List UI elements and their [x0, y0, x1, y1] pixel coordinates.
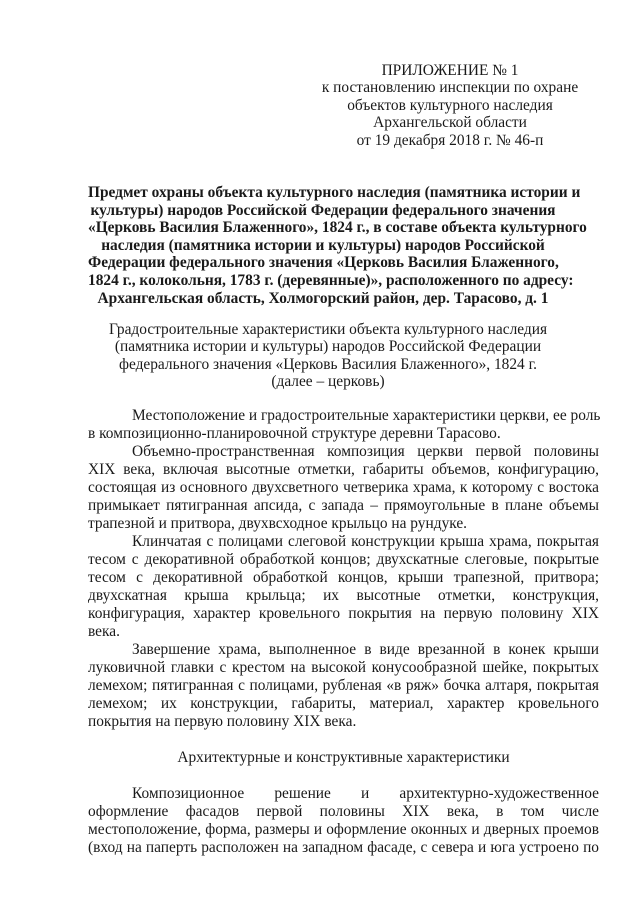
title-line: 1824 г., колокольня, 1783 г. (деревянные)», расположенного по адресу:: [88, 271, 574, 289]
paragraph-line: (вход на паперть расположен на западном фасаде, с севера и юга устроено по: [88, 839, 599, 856]
appendix-title: ПРИЛОЖЕНИЕ № 1: [381, 62, 519, 79]
paragraph-line: оформление фасадов первой половины XIX века, в том числе: [88, 803, 599, 820]
paragraph-line: Композиционное решение и архитектурно-художественное: [132, 785, 599, 802]
paragraph-line: лемехом; пятигранная с полицами, рубленая «в ряж» бочка алтаря, покрытая: [88, 677, 599, 694]
paragraph-line: века.: [88, 623, 120, 640]
paragraph-line: тесом с декоративной обработкой концов; двухскатные слеговые, покрытые: [88, 551, 599, 568]
title-line: Архангельская область, Холмогорский район, дер. Тарасово, д. 1: [97, 289, 549, 307]
subtitle-line: (памятника истории и культуры) народов Российской Федерации: [114, 338, 542, 356]
paragraph-line: тесом с декоративной обработкой концов, крыши трапезной, притвора;: [88, 569, 599, 586]
paragraph-line: XIX века, включая высотные отметки, габариты объемов, конфигурацию,: [88, 461, 599, 478]
appendix-date-line: от 19 декабря 2018 г. № 46-п: [356, 131, 544, 149]
title-line: наследия (памятника истории и культуры) народов Российской: [101, 236, 545, 254]
paragraph-line: местоположение, форма, размеры и оформление оконных и дверных проемов: [88, 821, 599, 838]
appendix-line: к постановлению инспекции по охране: [321, 79, 579, 97]
paragraph-line: конфигурация, характер кровельного покрытия на первую половину XIX: [88, 605, 599, 622]
appendix-line: объектов культурного наследия: [347, 96, 553, 114]
title-line: Федерации федерального значения «Церковь Василия Блаженного,: [88, 254, 559, 272]
subtitle-line: (далее – церковь): [271, 373, 385, 391]
subtitle-line: федерального значения «Церковь Василия Блаженного», 1824 г.: [118, 355, 538, 373]
paragraph-line: примыкает пятигранная апсида, с запада – прямоугольные в плане объемы: [88, 497, 599, 514]
paragraph-line: в композиционно-планировочной структуре деревни Тарасово.: [88, 425, 501, 442]
section-subtitle: [108, 321, 548, 391]
appendix-line: Архангельской области: [373, 114, 527, 132]
appendix-header: [300, 62, 600, 149]
title-line: культуры) народов Российской Федерации федерального значения: [90, 201, 556, 219]
subtitle-line: Градостроительные характеристики объекта культурного наследия: [108, 321, 548, 338]
paragraph-line: Завершение храма, выполненное в виде врезанной в конек крыши: [132, 641, 599, 658]
paragraph-line: состоящая из основного двухсветного четверика храма, к которому с востока: [88, 479, 599, 496]
paragraph-line: Объемно-пространственная композиция церкви первой половины: [132, 443, 599, 460]
document-title: [88, 184, 587, 307]
paragraph-line: лемехом; их конструкции, габариты, материал, характер кровельного: [88, 695, 599, 712]
paragraph-line: луковичной главки с крестом на высокой конусообразной шейке, покрытых: [88, 659, 599, 676]
paragraph-line: Местоположение и градостроительные характеристики церкви, ее роль: [132, 407, 601, 424]
title-line: Предмет охраны объекта культурного наследия (памятника истории и: [88, 184, 581, 201]
paragraph-line: Клинчатая с полицами слеговой конструкции крыша храма, покрытая: [132, 533, 599, 550]
paragraph-line: двухскатная крыша крыльца; их высотные отметки, конструкция,: [88, 587, 599, 604]
paragraph-line: трапезной и притвора, двухвсходное крыльцо на рундуке.: [88, 515, 468, 532]
title-line: «Церковь Василия Блаженного», 1824 г., в составе объекта культурного: [88, 219, 587, 237]
paragraph-line: покрытия на первую половину XIX века.: [88, 713, 357, 730]
section-heading: Архитектурные и конструктивные характеристики: [177, 749, 510, 766]
